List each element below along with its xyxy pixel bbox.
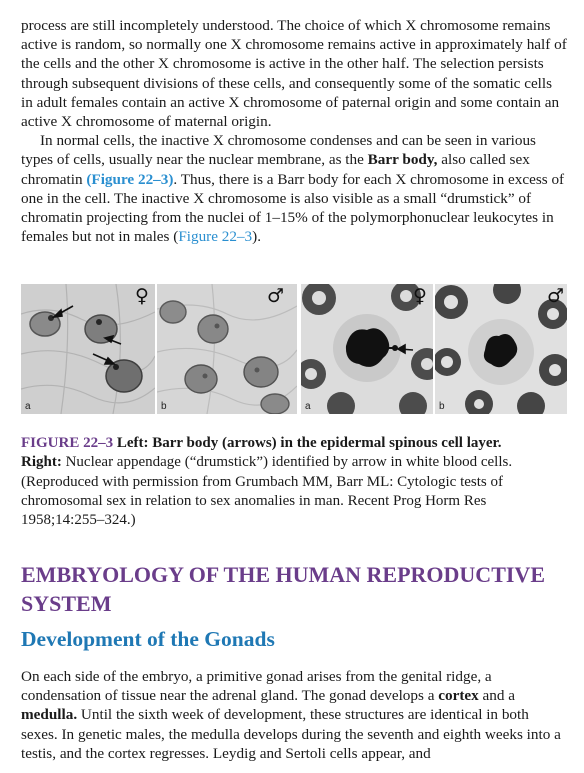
paragraph-barr-body bbox=[21, 131, 567, 246]
figure-ref-link[interactable]: (Figure 22–3) bbox=[86, 170, 174, 188]
panel-label: b bbox=[439, 401, 445, 412]
body-text bbox=[21, 16, 567, 246]
female-symbol-icon: ♀ bbox=[413, 285, 427, 307]
barr-body-term: Barr body, bbox=[367, 151, 438, 169]
caption-rest: Nuclear appendage (“drumstick”) identified by arrow in white blood cells. (Reproduced with permission from Grumbach MM, Barr ML: Cytologic tests of chromosomal sex in relation to sex anomalies in man. Recent Prog Horm Res 1958;14:255–324.) bbox=[21, 454, 513, 529]
gonad-text-2: and a bbox=[478, 687, 515, 705]
paragraph-gonads bbox=[21, 667, 567, 763]
medulla-term: medulla. bbox=[21, 706, 78, 724]
paragraph-x-inactivation: process are still incompletely understood. The choice of which X chromosome remains active is random, so normally one X chromosome remains active in approximately half of the cells and the other X chromosome is active in the other half. The selection persists through subsequent divisions of these cells, and consequently some of the somatic cells in adult females contain an active X chromosome of paternal origin and some contain an active X chromosome of maternal origin. bbox=[21, 17, 567, 131]
barr-text-4: ). bbox=[252, 228, 262, 246]
figure-ref-link-2[interactable]: Figure 22–3 bbox=[178, 228, 253, 246]
micrograph-female-leukocyte bbox=[301, 284, 433, 414]
cortex-term: cortex bbox=[438, 687, 479, 705]
figure-label: FIGURE 22–3 bbox=[21, 435, 114, 451]
micrograph-male-epidermis bbox=[157, 284, 297, 414]
male-symbol-icon: ♂ bbox=[547, 285, 565, 307]
barr-text-2: also called sex chromatin bbox=[21, 151, 530, 188]
barr-text-3: . Thus, there is a Barr body for each X chromosome in excess of one in the cell. The inactive X chromosome is also visible as a small “drumstick” of chromatin projecting from the nuclei of 1–15% of the polymorphonuclear leukocytes in females but not in males ( bbox=[21, 170, 565, 246]
gonad-text-1: On each side of the embryo, a primitive gonad arises from the genital ridge, a condensation of tissue near the adrenal gland. The gonad develops a bbox=[21, 668, 492, 705]
panel-label: b bbox=[161, 401, 167, 412]
barr-text-1: In normal cells, the inactive X chromosome condenses and can be seen in various types of cells, usually near the nuclear membrane, as the bbox=[21, 132, 536, 169]
micrograph-female-epidermis bbox=[21, 284, 155, 414]
female-symbol-icon: ♀ bbox=[135, 285, 149, 307]
panel-label: a bbox=[25, 401, 31, 412]
figure-22-3 bbox=[21, 284, 567, 414]
gonad-text-3: Until the sixth week of development, these structures are identical in both sexes. In genetic males, the medulla develops during the seventh and eighth weeks into a testis, and the cortex regresses. Leydig and Sertoli cells appear, and bbox=[21, 706, 561, 762]
panel-label: a bbox=[305, 401, 311, 412]
male-symbol-icon: ♂ bbox=[267, 285, 285, 307]
section-heading: EMBRYOLOGY OF THE HUMAN REPRODUCTIVE SYSTEM bbox=[21, 562, 545, 616]
figure-caption bbox=[21, 434, 567, 530]
micrograph-male-leukocyte bbox=[435, 284, 567, 414]
caption-right-label: Right: bbox=[21, 454, 62, 471]
subsection-heading: Development of the Gonads bbox=[21, 627, 275, 651]
caption-left: Left: Barr body (arrows) in the epidermal spinous cell layer. bbox=[113, 435, 502, 451]
